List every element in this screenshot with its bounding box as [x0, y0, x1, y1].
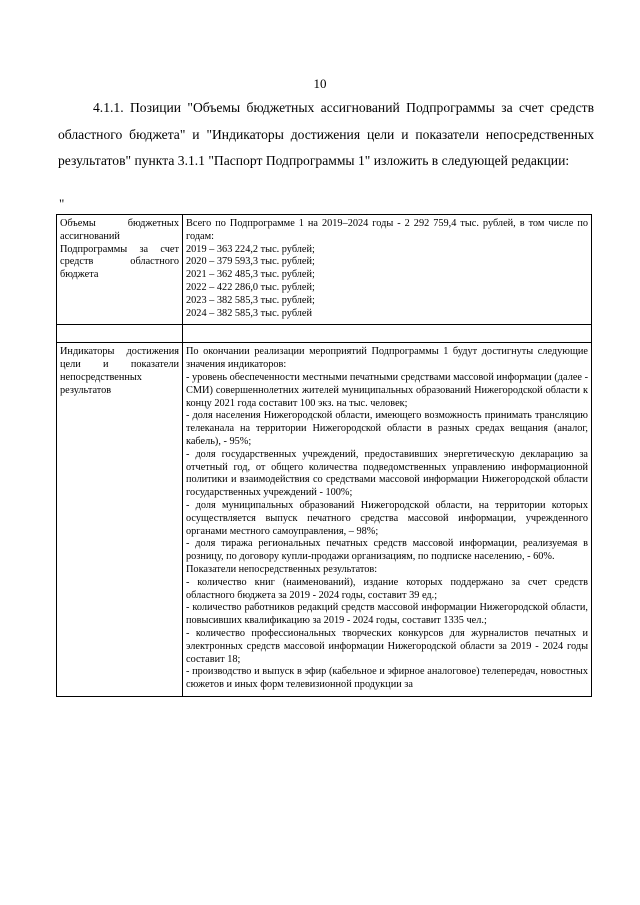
- result-item: - количество профессиональных творческих конкурсов для журналистов печатных и электронных средств массовой информации Нижегородской области за 2019 - 2024 годы составит 18;: [186, 627, 588, 665]
- table-row-indicators: [57, 343, 592, 697]
- indicators-intro-line: По окончании реализации мероприятий Подпрограммы 1 будут достигнуты следующие значения индикаторов:: [186, 346, 588, 371]
- opening-quote-mark: ": [59, 196, 65, 211]
- passport-table: [56, 214, 592, 697]
- page-number: 10: [313, 76, 327, 91]
- budget-year-line: 2024 – 382 585,3 тыс. рублей: [186, 307, 313, 319]
- spacer-cell: [57, 325, 183, 343]
- indicator-item: - доля тиража региональных печатных средств массовой информации, реализуемая в розницу, по договору купли-продажи организациям, по подписке населению, - 60%.: [186, 538, 588, 563]
- result-item: - количество работников редакций средств массовой информации Нижегородской области, повысивших квалификацию за 2019 - 2024 годы, составит 1335 чел.;: [186, 602, 588, 627]
- result-item: - производство и выпуск в эфир (кабельное и эфирное аналоговое) телепередач, новостных сюжетов и иных форм телевизионной продукции за: [186, 666, 588, 691]
- results-heading: Показатели непосредственных результатов:: [186, 563, 378, 575]
- indicator-item: - доля населения Нижегородской области, имеющего возможность принимать трансляцию телеканала на территории Нижегородской области в разных средах вещания (аналог, кабель), - 95%;: [186, 410, 588, 447]
- budget-year-line: 2020 – 379 593,3 тыс. рублей;: [186, 256, 315, 268]
- indicator-item: - доля муниципальных образований Нижегородской области, на территории которых осуществляется выпуск печатного средства массовой информации, учрежденного органами местного самоуправления, – 98%;: [186, 499, 588, 537]
- intro-paragraph: 4.1.1. Позиции "Объемы бюджетных ассигнований Подпрограммы за счет средств областного бюджета" и "Индикаторы достижения цели и показатели непосредственных результатов" пункта 3.1.1 "Паспорт Подпрограммы 1" изложить в следующей редакции:: [58, 100, 594, 168]
- table-spacer-row: [57, 325, 592, 343]
- indicator-item: - доля государственных учреждений, предоставивших энергетическую декларацию за отчетный год, от общего количества подведомственных управлению информационной политики и взаимодействия со средствами массовой информации Нижегородской области государственных учреждений - 100%;: [186, 448, 588, 499]
- indicators-label-cell: Индикаторы достижения цели и показатели непосредственных результатов: [57, 343, 183, 697]
- budget-year-line: 2019 – 363 224,2 тыс. рублей;: [186, 243, 315, 255]
- indicators-value-cell: [183, 343, 592, 697]
- budget-year-line: 2022 – 422 286,0 тыс. рублей;: [186, 281, 315, 293]
- budget-year-line: 2021 – 362 485,3 тыс. рублей;: [186, 269, 315, 281]
- budget-value-cell: [183, 215, 592, 325]
- budget-year-line: 2023 – 382 585,3 тыс. рублей;: [186, 294, 315, 306]
- budget-total-line: Всего по Подпрограмме 1 на 2019–2024 годы - 2 292 759,4 тыс. рублей, в том числе по годам:: [186, 218, 588, 242]
- indicator-item: - уровень обеспеченности местными печатными средствами массовой информации (далее - СМИ) совершеннолетних жителей муниципальных образований Нижегородской области к концу 2021 года составит 100 экз. на тыс. человек;: [186, 371, 588, 409]
- table-row-budget: [57, 215, 592, 325]
- budget-label-cell: Объемы бюджетных ассигнований Подпрограммы за счет средств областного бюджета: [57, 215, 183, 325]
- spacer-cell: [183, 325, 592, 343]
- result-item: - количество книг (наименований), издание которых поддержано за счет средств областного бюджета за 2019 - 2024 годы, составит 39 ед.;: [186, 576, 588, 601]
